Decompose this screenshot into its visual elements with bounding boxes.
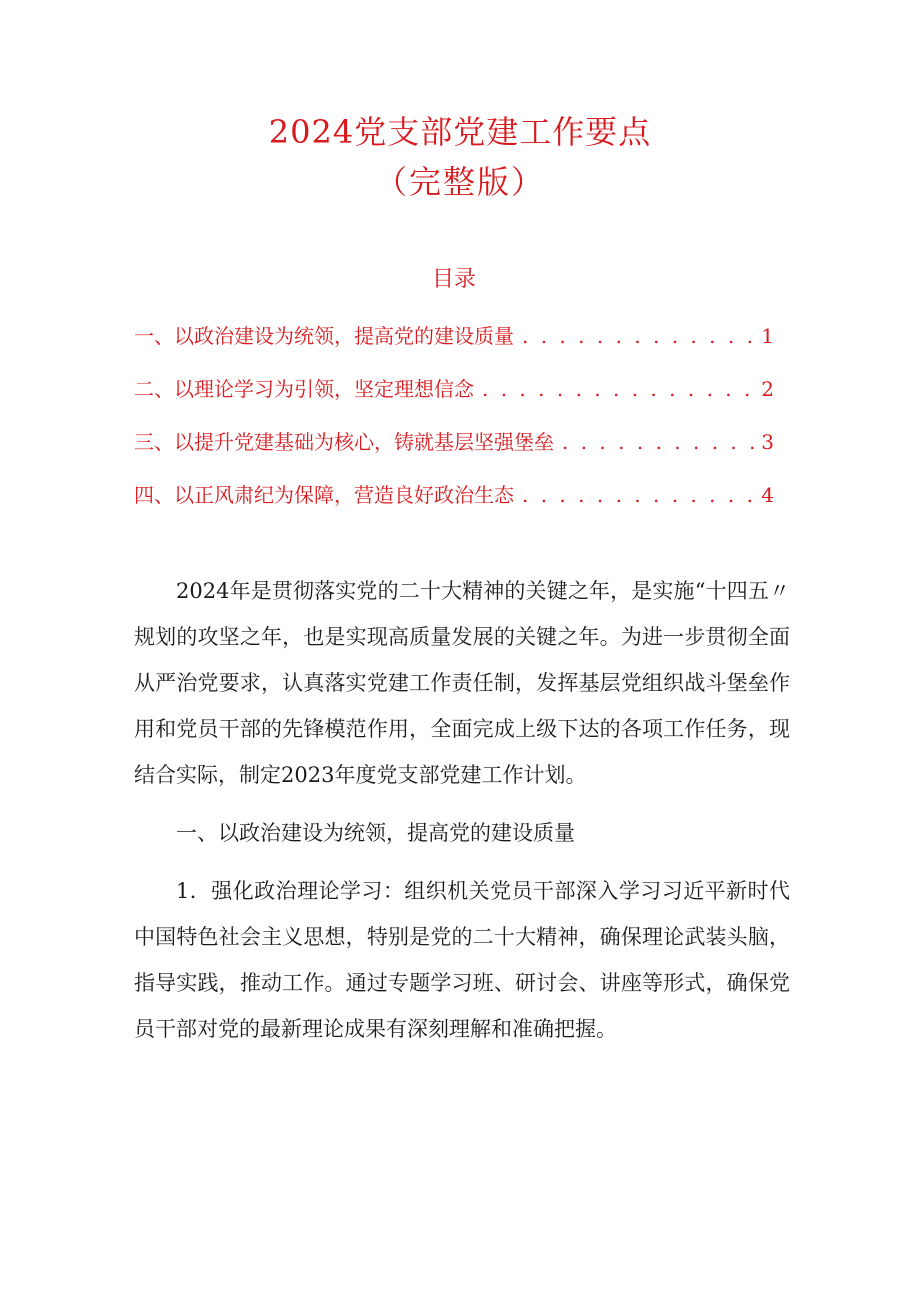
toc-page-number: 4: [761, 483, 774, 507]
toc-item-3[interactable]: [134, 416, 774, 469]
title-main: 2024党支部党建工作要点: [268, 113, 652, 151]
toc-leader-dots: [482, 363, 757, 416]
toc-item-label: 一、以政治建设为统领，提高党的建设质量: [134, 324, 514, 348]
toc-item-label: 二、以理论学习为引领，坚定理想信念: [134, 377, 474, 401]
section-heading-1: 一、以政治建设为统领，提高党的建设质量: [176, 821, 575, 845]
document-title: [0, 108, 920, 208]
toc-item-label: 四、以正风肃纪为保障，营造良好政治生态: [134, 483, 514, 507]
toc-heading: 目录: [431, 267, 476, 292]
toc-leader-dots: [522, 469, 757, 522]
document-body: [134, 568, 790, 1052]
toc-page-number: 2: [761, 377, 774, 401]
section-1-item-1: 1．强化政治理论学习：组织机关党员干部深入学习习近平新时代中国特色社会主义思想，特别是党的二十大精神，确保理论武装头脑，指导实践，推动工作。通过专题学习班、研讨会、讲座等形式，确保党员干部对党的最新理论成果有深刻理解和准确把握。: [134, 879, 790, 1041]
toc-item-4[interactable]: [134, 469, 774, 522]
table-of-contents: [134, 262, 774, 522]
toc-page-number: 3: [761, 430, 774, 454]
intro-paragraph: 2024年是贯彻落实党的二十大精神的关键之年，是实施“十四五〃规划的攻坚之年，也是实现高质量发展的关键之年。为进一步贯彻全面从严治党要求，认真落实党建工作责任制，发挥基层党组织战斗堡垒作用和党员干部的先锋模范作用，全面完成上级下达的各项工作任务，现结合实际，制定2023年度党支部党建工作计划。: [134, 579, 790, 787]
toc-item-label: 三、以提升党建基础为核心，铸就基层坚强堡垒: [134, 430, 554, 454]
title-subtitle: （完整版）: [374, 163, 545, 201]
toc-page-number: 1: [761, 324, 774, 348]
toc-leader-dots: [522, 310, 757, 363]
toc-item-1[interactable]: [134, 310, 774, 363]
toc-leader-dots: [562, 416, 757, 469]
toc-item-2[interactable]: [134, 363, 774, 416]
